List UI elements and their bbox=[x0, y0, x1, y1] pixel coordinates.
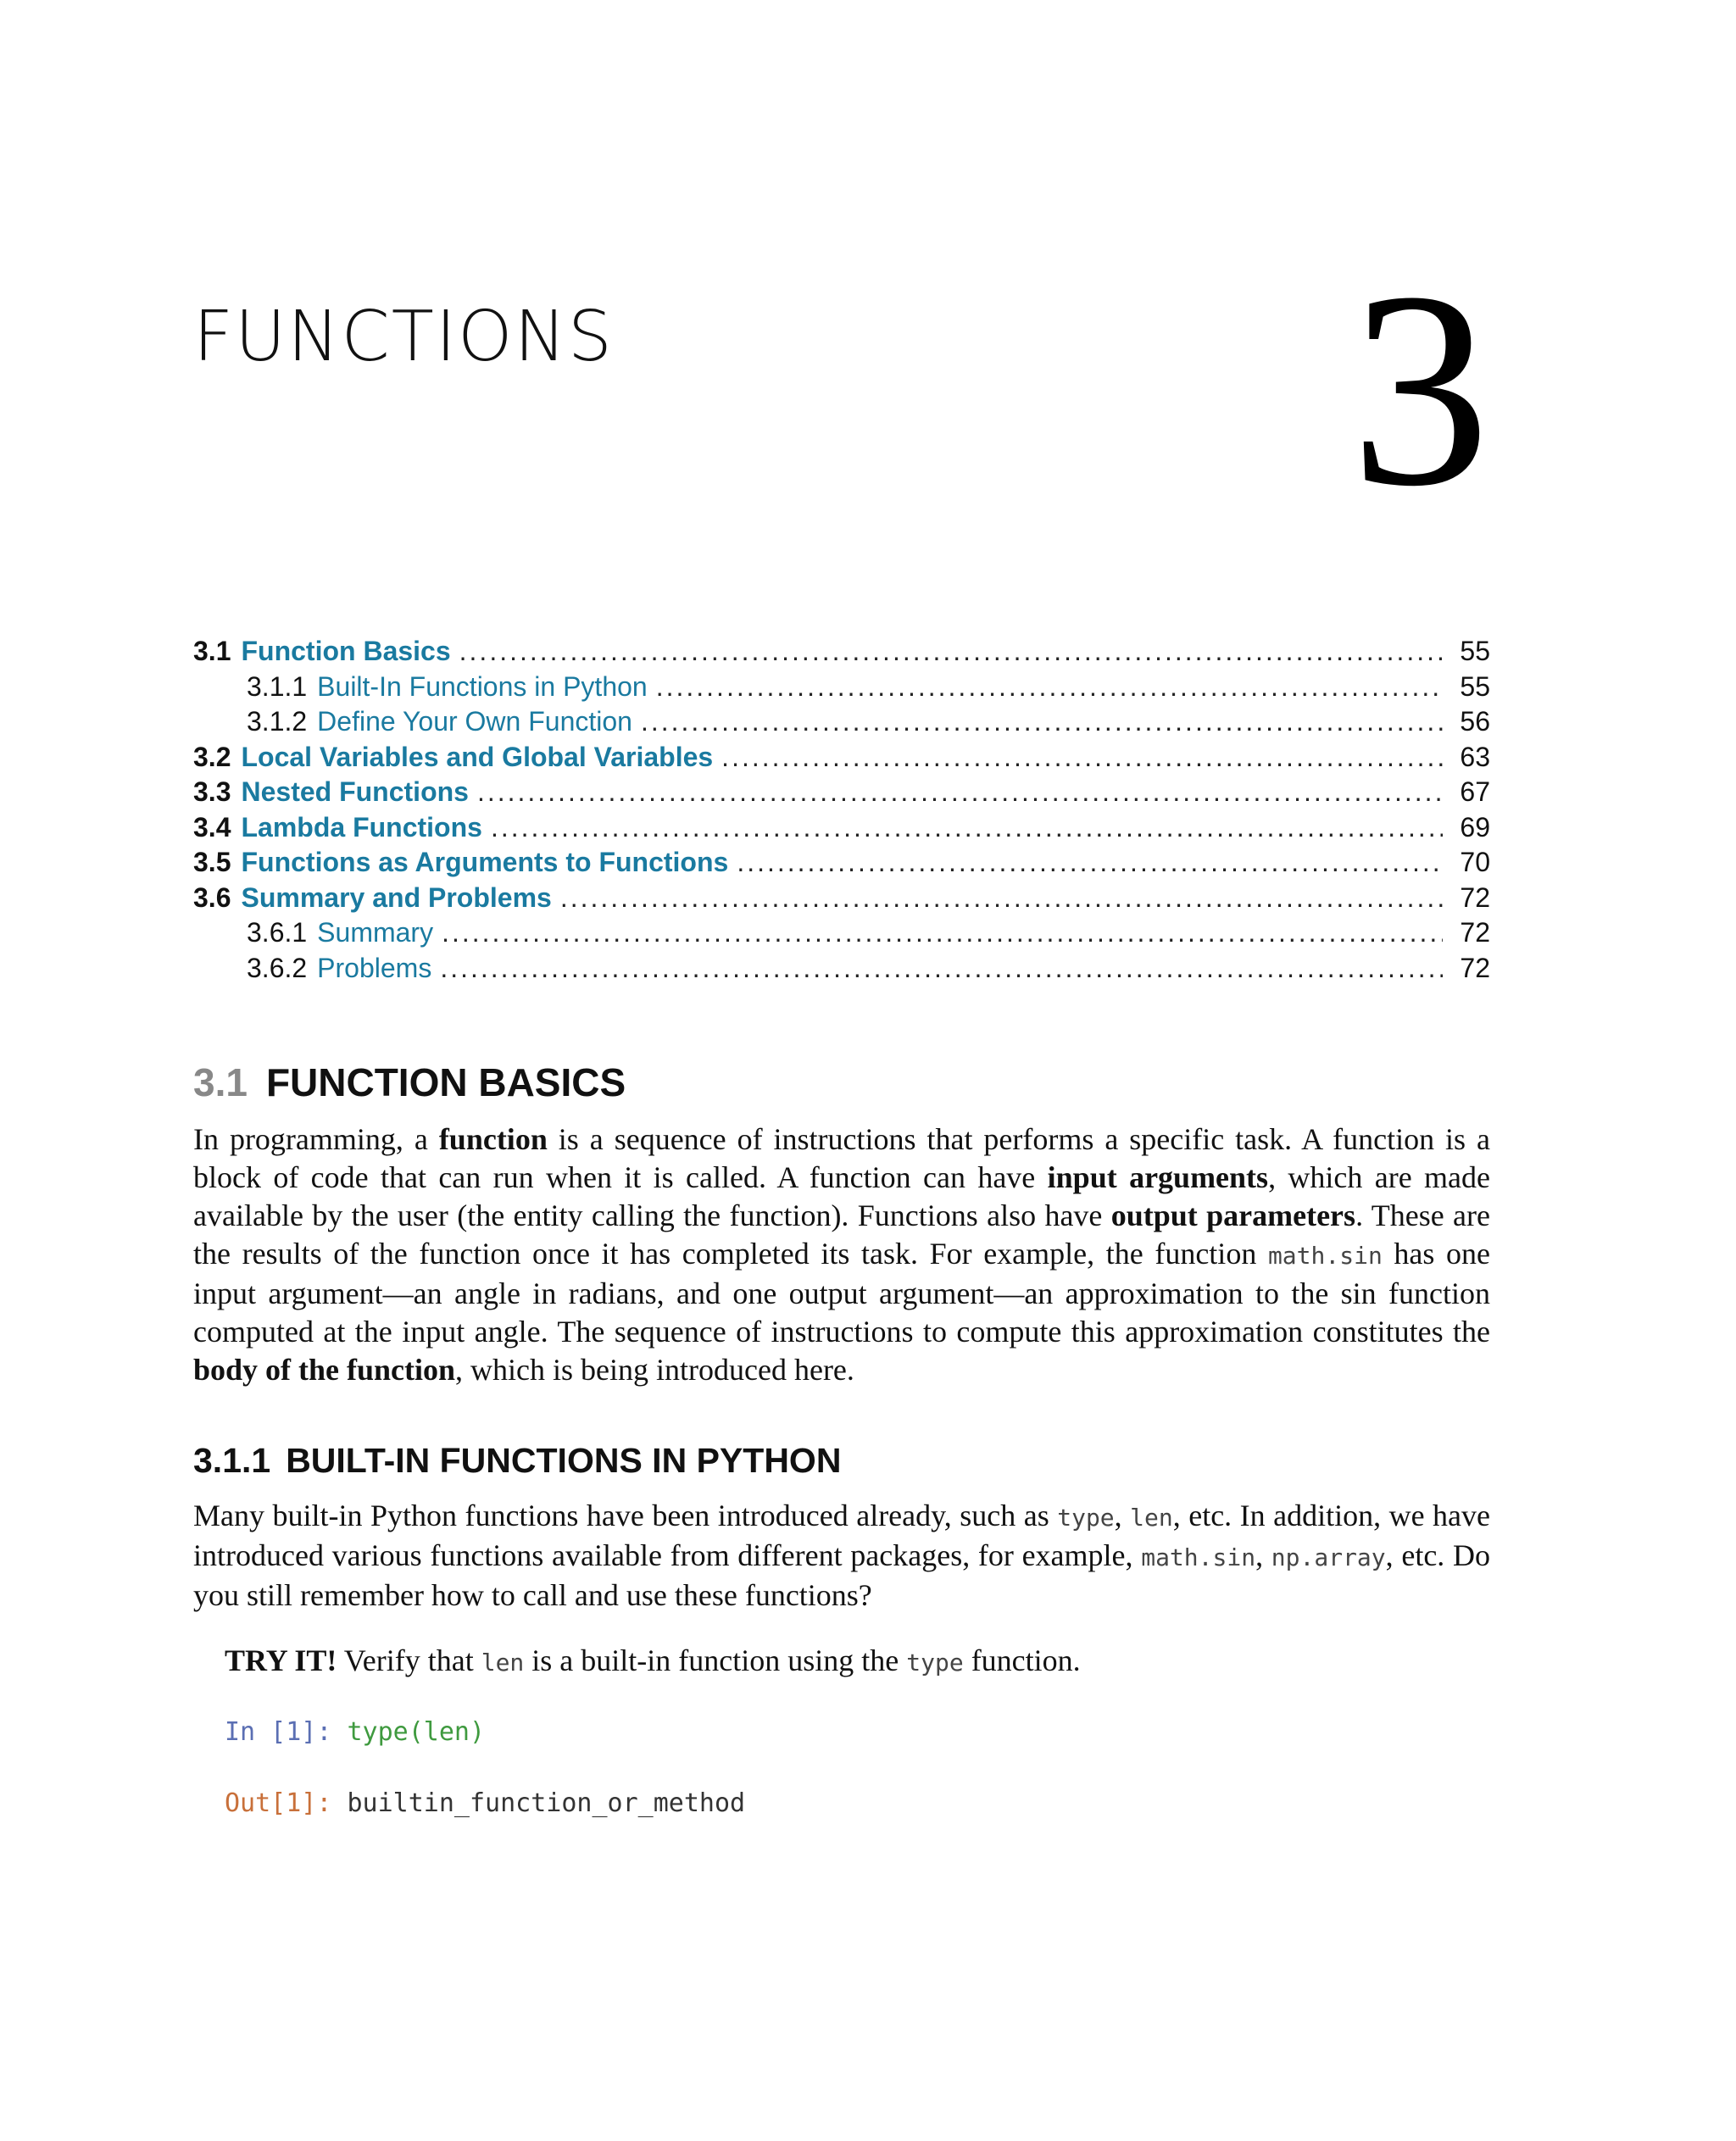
toc-entry[interactable] bbox=[193, 776, 1490, 812]
toc-leader-dots bbox=[721, 742, 1443, 773]
toc-entry-number: 3.1 bbox=[193, 636, 231, 666]
toc-entry-link[interactable]: Function Basics bbox=[241, 636, 451, 666]
text-run: Many built-in Python functions have been introduced already, such as bbox=[193, 1499, 1058, 1532]
text-run: Verify that bbox=[337, 1643, 481, 1677]
subsection-number: 3.1.1 bbox=[193, 1441, 271, 1480]
toc-entry[interactable] bbox=[193, 953, 1490, 988]
toc-entry-page: 55 bbox=[1460, 636, 1490, 666]
text-run: , bbox=[1114, 1499, 1131, 1532]
text-run: is a built-in function using the bbox=[524, 1643, 907, 1677]
toc-entry[interactable] bbox=[193, 671, 1490, 707]
try-it-box bbox=[225, 1643, 1081, 1678]
text-run: is a sequence of instructions that performs a specific task. A function is a block of code that can run when it is called. A function can have bbox=[193, 1122, 1490, 1194]
toc-entry-page: 55 bbox=[1460, 670, 1490, 702]
toc-entry-page: 69 bbox=[1460, 811, 1490, 842]
toc-entry-page: 63 bbox=[1460, 741, 1490, 772]
input-code: type(len) bbox=[347, 1717, 486, 1747]
toc-entry-number: 3.1.2 bbox=[247, 706, 308, 737]
toc-entry-page: 56 bbox=[1460, 706, 1490, 737]
section-number: 3.1 bbox=[193, 1060, 248, 1104]
toc-leader-dots bbox=[477, 776, 1443, 808]
chapter-title: FUNCTIONS bbox=[193, 297, 614, 377]
section-title: FUNCTION BASICS bbox=[265, 1060, 626, 1104]
input-prompt: In [1]: bbox=[225, 1717, 332, 1747]
code-input-line bbox=[225, 1717, 485, 1747]
toc-entry-number: 3.5 bbox=[193, 847, 231, 877]
toc-entry-link[interactable]: Local Variables and Global Variables bbox=[241, 741, 714, 772]
text-run: , bbox=[1255, 1538, 1271, 1572]
bold-term: input arguments bbox=[1047, 1160, 1269, 1194]
text-run: , etc. In addition, we have introduced various functions available from different packages, for example, bbox=[193, 1499, 1491, 1572]
toc-leader-dots bbox=[641, 706, 1443, 737]
toc-entry-page: 72 bbox=[1460, 917, 1490, 948]
toc-leader-dots bbox=[459, 636, 1443, 667]
toc-leader-dots bbox=[656, 671, 1443, 703]
toc-leader-dots bbox=[737, 847, 1443, 878]
text-run: , etc. Do you still remember how to call and use these functions? bbox=[193, 1538, 1490, 1612]
inline-code: math.sin bbox=[1267, 1242, 1383, 1270]
toc-entry-number: 3.4 bbox=[193, 811, 231, 842]
toc-entry-link[interactable]: Lambda Functions bbox=[241, 811, 482, 842]
try-it-label: TRY IT! bbox=[225, 1643, 337, 1677]
toc-entry-page: 72 bbox=[1460, 952, 1490, 983]
table-of-contents bbox=[193, 636, 1490, 987]
toc-entry-link[interactable]: Summary and Problems bbox=[241, 881, 552, 913]
toc-leader-dots bbox=[491, 812, 1443, 843]
subsection-title: BUILT-IN FUNCTIONS IN PYTHON bbox=[286, 1441, 842, 1480]
inline-code: math.sin bbox=[1141, 1543, 1256, 1571]
text-run: , which are made available by the user (the entity calling the function). Functions also have bbox=[193, 1160, 1491, 1232]
inline-code: np.array bbox=[1271, 1543, 1386, 1571]
bold-term: function bbox=[438, 1122, 548, 1156]
toc-entry-page: 67 bbox=[1460, 776, 1490, 807]
subsection-heading bbox=[193, 1441, 841, 1481]
toc-leader-dots bbox=[560, 882, 1443, 914]
section-heading bbox=[193, 1059, 626, 1105]
toc-entry-link[interactable]: Problems bbox=[317, 952, 432, 983]
text-run: In programming, a bbox=[193, 1122, 439, 1156]
toc-entry-link[interactable]: Summary bbox=[317, 917, 434, 948]
text-run: function. bbox=[963, 1643, 1081, 1677]
toc-entry-number: 3.2 bbox=[193, 741, 231, 772]
toc-entry[interactable] bbox=[193, 636, 1490, 671]
text-run: . These are the results of the function once it has completed its task. For example, the function bbox=[193, 1198, 1490, 1271]
toc-entry-number: 3.1.1 bbox=[247, 670, 308, 702]
toc-entry[interactable] bbox=[193, 917, 1490, 953]
subsection-paragraph bbox=[193, 1497, 1490, 1615]
toc-leader-dots bbox=[442, 917, 1443, 948]
toc-entry[interactable] bbox=[193, 706, 1490, 742]
section-paragraph bbox=[193, 1121, 1490, 1389]
code-output-line bbox=[225, 1788, 745, 1818]
chapter-number: 3 bbox=[1350, 235, 1490, 544]
inline-code: len bbox=[481, 1649, 525, 1677]
toc-leader-dots bbox=[440, 953, 1443, 984]
inline-code: type bbox=[906, 1649, 964, 1677]
bold-term: body of the function bbox=[193, 1353, 456, 1387]
output-value: builtin_function_or_method bbox=[347, 1788, 746, 1818]
toc-entry-link[interactable]: Functions as Arguments to Functions bbox=[241, 847, 729, 877]
toc-entry-link[interactable]: Built-In Functions in Python bbox=[317, 670, 648, 702]
toc-entry[interactable] bbox=[193, 812, 1490, 848]
toc-entry-link[interactable]: Nested Functions bbox=[241, 776, 469, 807]
inline-code: len bbox=[1130, 1504, 1173, 1532]
output-prompt: Out[1]: bbox=[225, 1788, 332, 1818]
toc-entry-number: 3.6 bbox=[193, 881, 231, 913]
toc-entry-page: 72 bbox=[1460, 881, 1490, 913]
toc-entry-number: 3.6.2 bbox=[247, 952, 308, 983]
inline-code: type bbox=[1057, 1504, 1115, 1532]
toc-entry[interactable] bbox=[193, 882, 1490, 918]
text-run: has one input argument—an angle in radians, and one output argument—an approximation to the sin function computed at the input angle. The sequence of instructions to compute this approximation constitutes the bbox=[193, 1237, 1490, 1349]
toc-entry-number: 3.3 bbox=[193, 776, 231, 807]
text-run: , which is being introduced here. bbox=[455, 1353, 854, 1387]
bold-term: output parameters bbox=[1110, 1198, 1356, 1232]
toc-entry-number: 3.6.1 bbox=[247, 917, 308, 948]
toc-entry-page: 70 bbox=[1460, 847, 1490, 877]
toc-entry[interactable] bbox=[193, 742, 1490, 777]
toc-entry[interactable] bbox=[193, 847, 1490, 882]
toc-entry-link[interactable]: Define Your Own Function bbox=[317, 706, 632, 737]
